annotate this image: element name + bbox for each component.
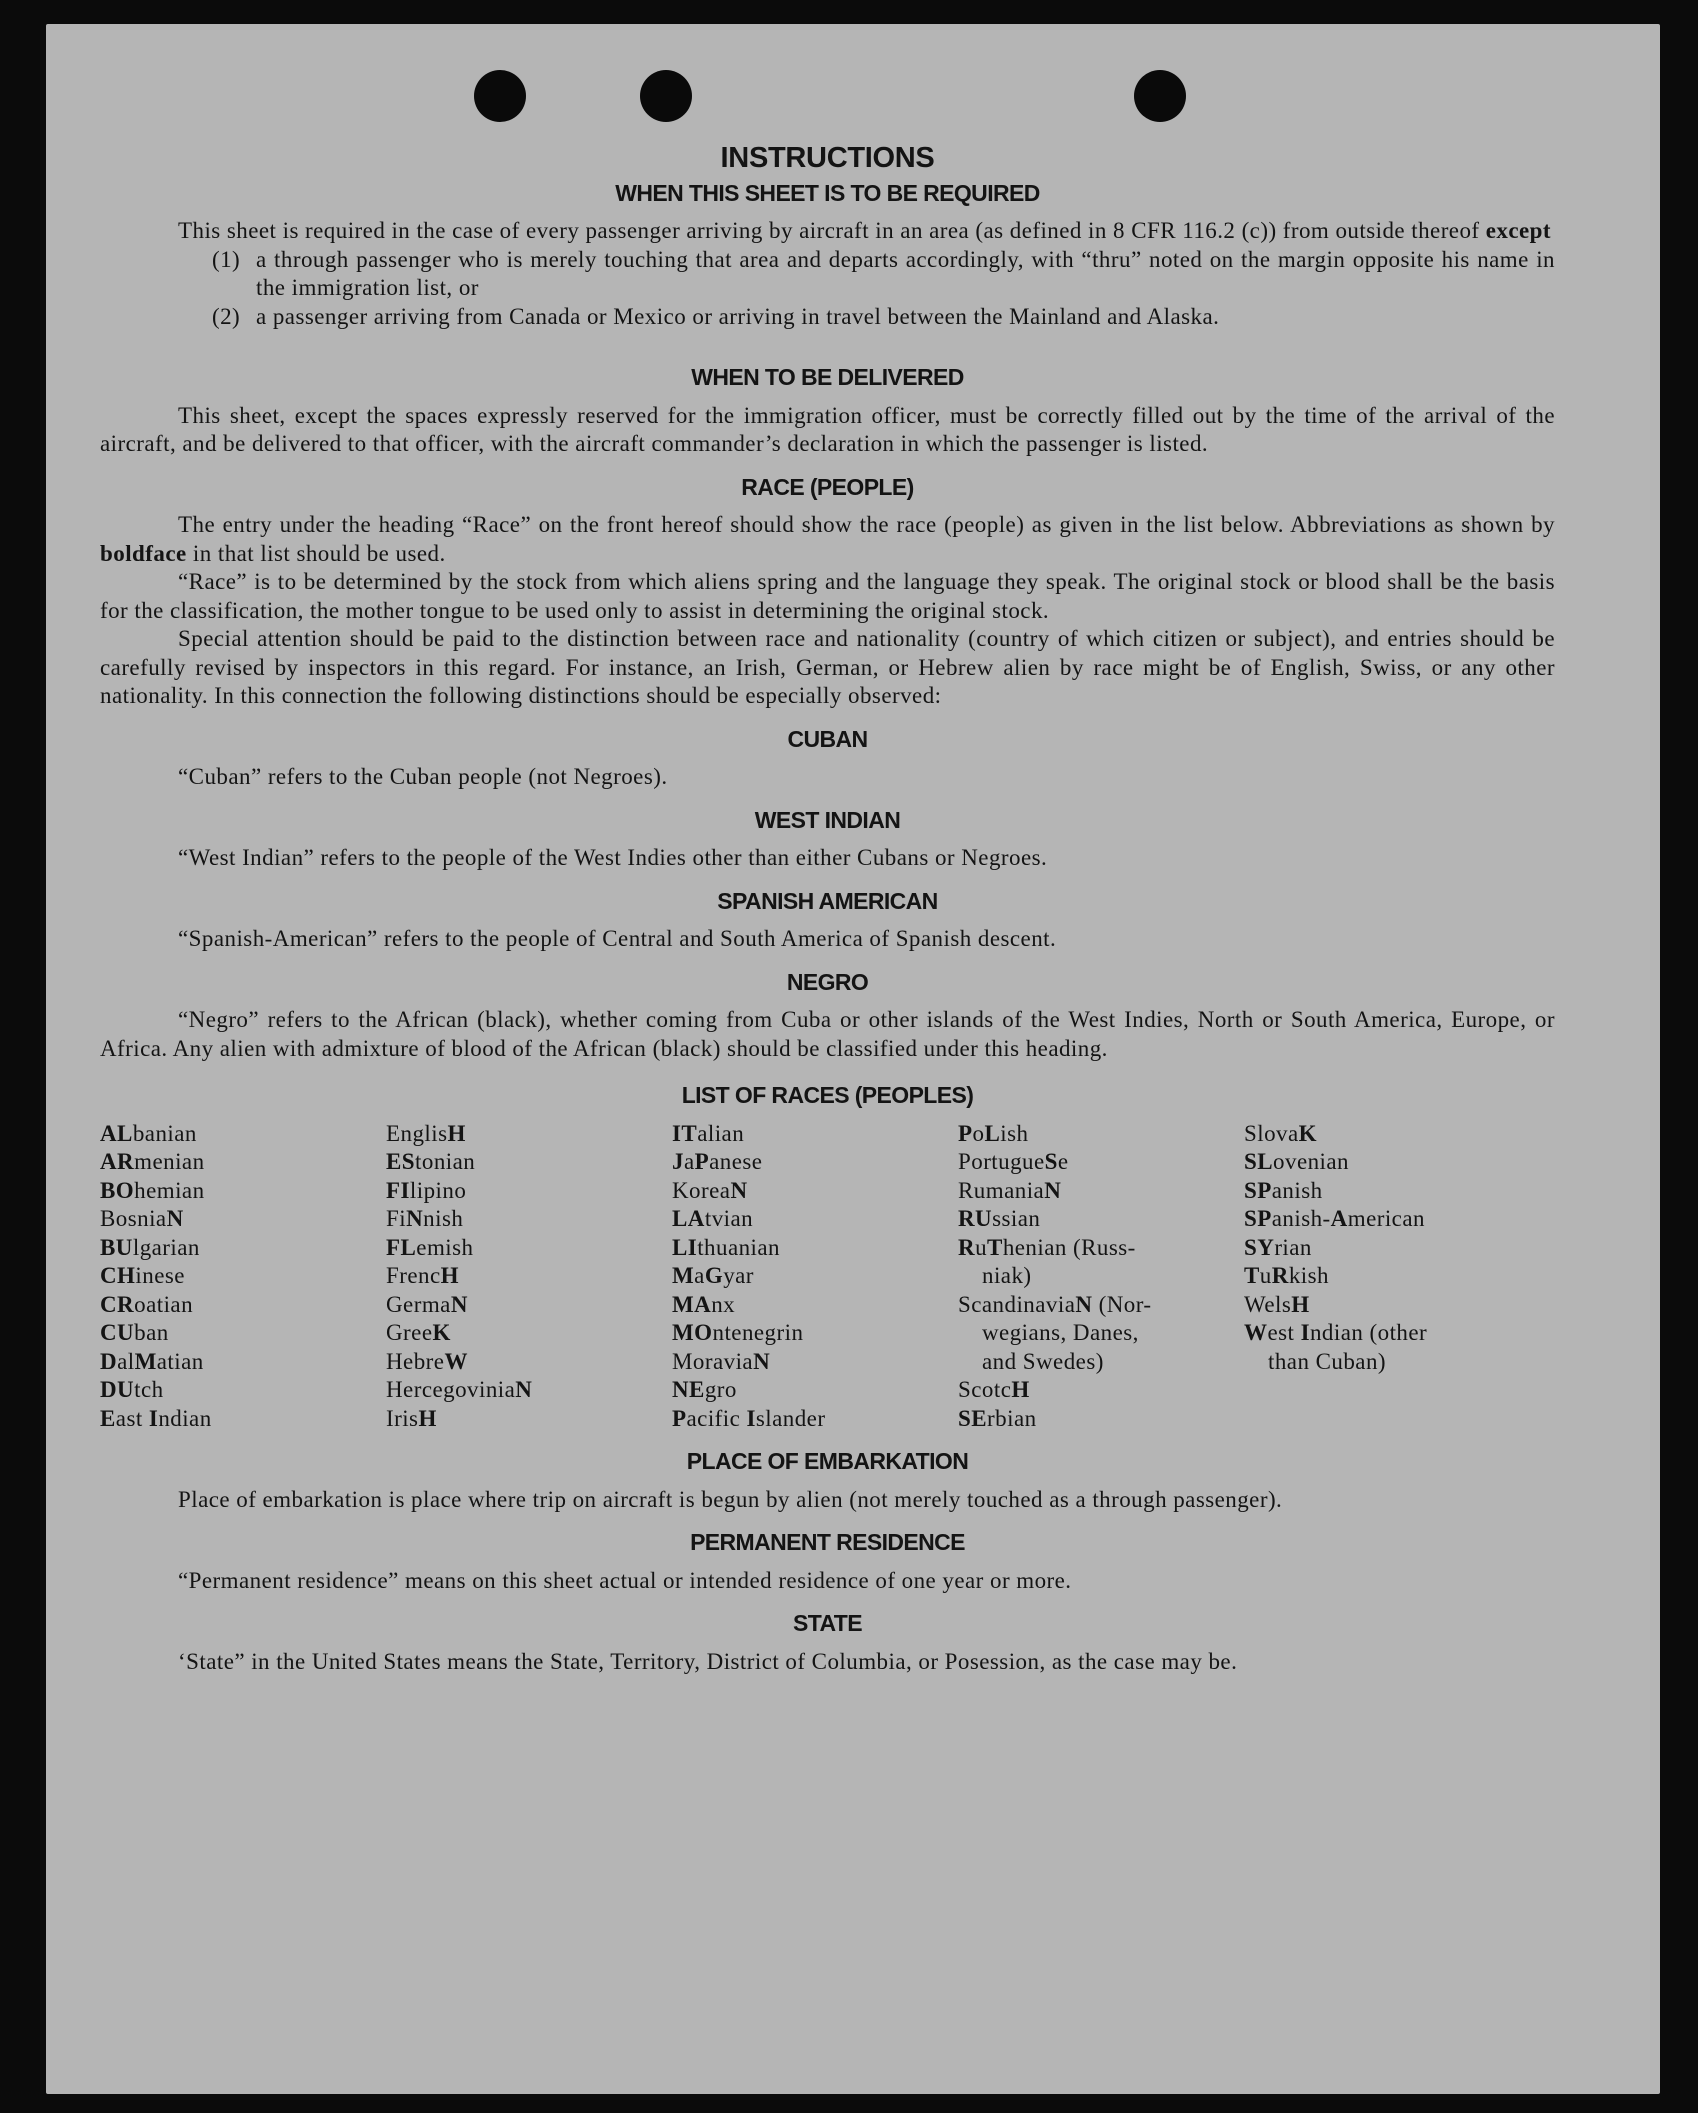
race-entry: SlovaK [1244,1120,1317,1146]
race-entry: than Cuban) [1268,1348,1387,1374]
race-entry: FrencH [386,1263,459,1288]
heading-negro: NEGRO [786,968,869,995]
race-entry: IrisH [386,1405,437,1431]
race-entry: BUlgarian [100,1234,200,1260]
race-entry: TuRkish [1244,1263,1329,1288]
paragraph-race-2: “Race” is to be determined by the stock from which aliens spring and the language they speak. The original stock or blood shall be the basis for the classification, the mother tongue to be used only to assist in determining the original stock. [100,569,1555,623]
paragraph-spanish-american: “Spanish-American” refers to the people of Central and South America of Spanish descent. [178,926,1057,951]
paragraph-negro: “Negro” refers to the African (black), whether coming from Cuba or other islands of the West Indies, North or South America, Europe, or Africa. Any alien with admixture of blood of the African (black) should be classified under this heading. [100,1007,1555,1061]
race-entry: ScotcH [958,1377,1030,1402]
race-entry: MAnx [672,1291,736,1317]
heading-race: RACE (PEOPLE) [741,473,914,500]
race-entry: KoreaN [672,1177,748,1203]
paragraph-permanent-residence: “Permanent residence” means on this sheet actual or intended residence of one year or more. [178,1567,1072,1593]
race-entry: EStonian [386,1149,476,1174]
paragraph-cuban: “Cuban” refers to the Cuban people (not Negroes). [178,764,668,789]
paragraph-delivered: This sheet, except the spaces expressly reserved for the immigration officer, must be correctly filled out by the time of the arrival of the aircraft, and be delivered to that officer, with the aircraft commander’s declaration in which the passenger is listed. [100,402,1555,456]
race-entry: SLovenian [1244,1149,1350,1174]
race-entry: RumaniaN [958,1177,1062,1203]
exception-list [212,246,1555,332]
list-item: (2) a passenger arriving from Canada or Mexico or arriving in travel between the Mainland and Alaska. [212,303,1220,329]
race-column [100,1120,386,1434]
paragraph-race-1: The entry under the heading “Race” on the front hereof should show the race (people) as given in the list below. Abbreviations as shown by boldface in that list should be used. [100,512,1555,566]
race-entry: Pacific Islander [672,1405,826,1431]
race-entry: CRoatian [100,1291,194,1317]
race-entry: West Indian (other [1244,1320,1428,1345]
heading-when-delivered: WHEN TO BE DELIVERED [691,364,964,390]
race-column [672,1120,958,1434]
race-entry: GermaN [386,1291,468,1317]
race-entry: FIlipino [386,1177,467,1203]
race-entry: ScandinaviaN (Nor- [958,1291,1152,1317]
race-entry: DUtch [100,1377,164,1402]
race-entry: MOntenegrin [672,1320,804,1345]
race-entry: HercegoviniaN [386,1377,533,1402]
race-entry: ITalian [672,1120,745,1146]
race-column [1244,1120,1530,1434]
race-entry: MaGyar [672,1263,754,1288]
document-body [100,118,1555,1676]
race-entry: BOhemian [100,1177,205,1203]
race-entry: LIthuanian [672,1234,781,1260]
race-entry: FiNnish [386,1206,464,1231]
paragraph-required-intro: This sheet is required in the case of every passenger arriving by aircraft in an area (as defined in 8 CFR 116.2 (c)) from outside thereof except [178,218,1552,243]
race-entry: wegians, Danes, [982,1320,1139,1345]
race-column [386,1120,672,1434]
race-entry: ALbanian [100,1120,197,1146]
race-entry: JaPanese [672,1149,763,1174]
race-entry: RuThenian (Russ- [958,1234,1136,1260]
race-entry: HebreW [386,1348,468,1374]
punch-hole [1134,70,1186,122]
race-entry: niak) [982,1263,1032,1288]
race-entry: PortugueSe [958,1149,1069,1174]
heading-cuban: CUBAN [787,725,868,752]
race-entry: LAtvian [672,1206,754,1231]
race-entry: ARmenian [100,1149,205,1174]
paragraph-race-3: Special attention should be paid to the distinction between race and nationality (country of which citizen or subject), and entries should be carefully revised by inspectors in this regard. For instance, an Irish, German, or Hebrew alien by race might be of English, Swiss, or any other nationality. In this connection the following distinctions should be especially observed: [100,626,1555,708]
heading-permanent-residence: PERMANENT RESIDENCE [690,1529,965,1555]
race-entry: and Swedes) [982,1348,1104,1374]
punch-hole [640,70,692,122]
race-entry: SYrian [1244,1234,1312,1260]
punch-hole [474,70,526,122]
heading-west-indian: WEST INDIAN [754,806,901,833]
race-entry: FLemish [386,1234,474,1260]
race-entry: PoLish [958,1120,1029,1146]
paragraph-west-indian: “West Indian” refers to the people of the West Indies other than either Cubans or Negroes. [178,845,1048,870]
race-entry: GreeK [386,1320,451,1345]
race-entry: NEgro [672,1377,737,1402]
races-table [100,1120,1555,1434]
race-entry: East Indian [100,1405,212,1431]
heading-embarkation: PLACE OF EMBARKATION [686,1448,969,1474]
race-column [958,1120,1244,1434]
race-entry: SPanish-American [1244,1206,1425,1231]
heading-list-of-races: LIST OF RACES (PEOPLES) [681,1082,974,1108]
race-entry: BosniaN [100,1206,184,1231]
race-entry: EnglisH [386,1120,466,1146]
race-entry: SErbian [958,1405,1037,1431]
race-entry: SPanish [1244,1177,1323,1203]
race-entry: WelsH [1244,1291,1310,1317]
race-entry: CUban [100,1320,169,1345]
race-entry: MoraviaN [672,1348,771,1374]
paragraph-embarkation: Place of embarkation is place where trip on aircraft is begun by alien (not merely touched as a through passenger). [178,1486,1283,1512]
list-item: (1) a through passenger who is merely touching that area and departs accordingly, with “thru” noted on the margin opposite his name in the immigration list, or [212,246,1555,300]
heading-spanish-american: SPANISH AMERICAN [717,887,938,914]
heading-when-required: WHEN THIS SHEET IS TO BE REQUIRED [615,179,1040,206]
race-entry: RUssian [958,1206,1041,1231]
race-entry: DalMatian [100,1348,204,1374]
paragraph-state: ‘State” in the United States means the State, Territory, District of Columbia, or Posession, as the case may be. [178,1648,1238,1674]
heading-state: STATE [793,1610,862,1636]
document-title: INSTRUCTIONS [720,142,935,174]
race-entry: CHinese [100,1263,185,1288]
